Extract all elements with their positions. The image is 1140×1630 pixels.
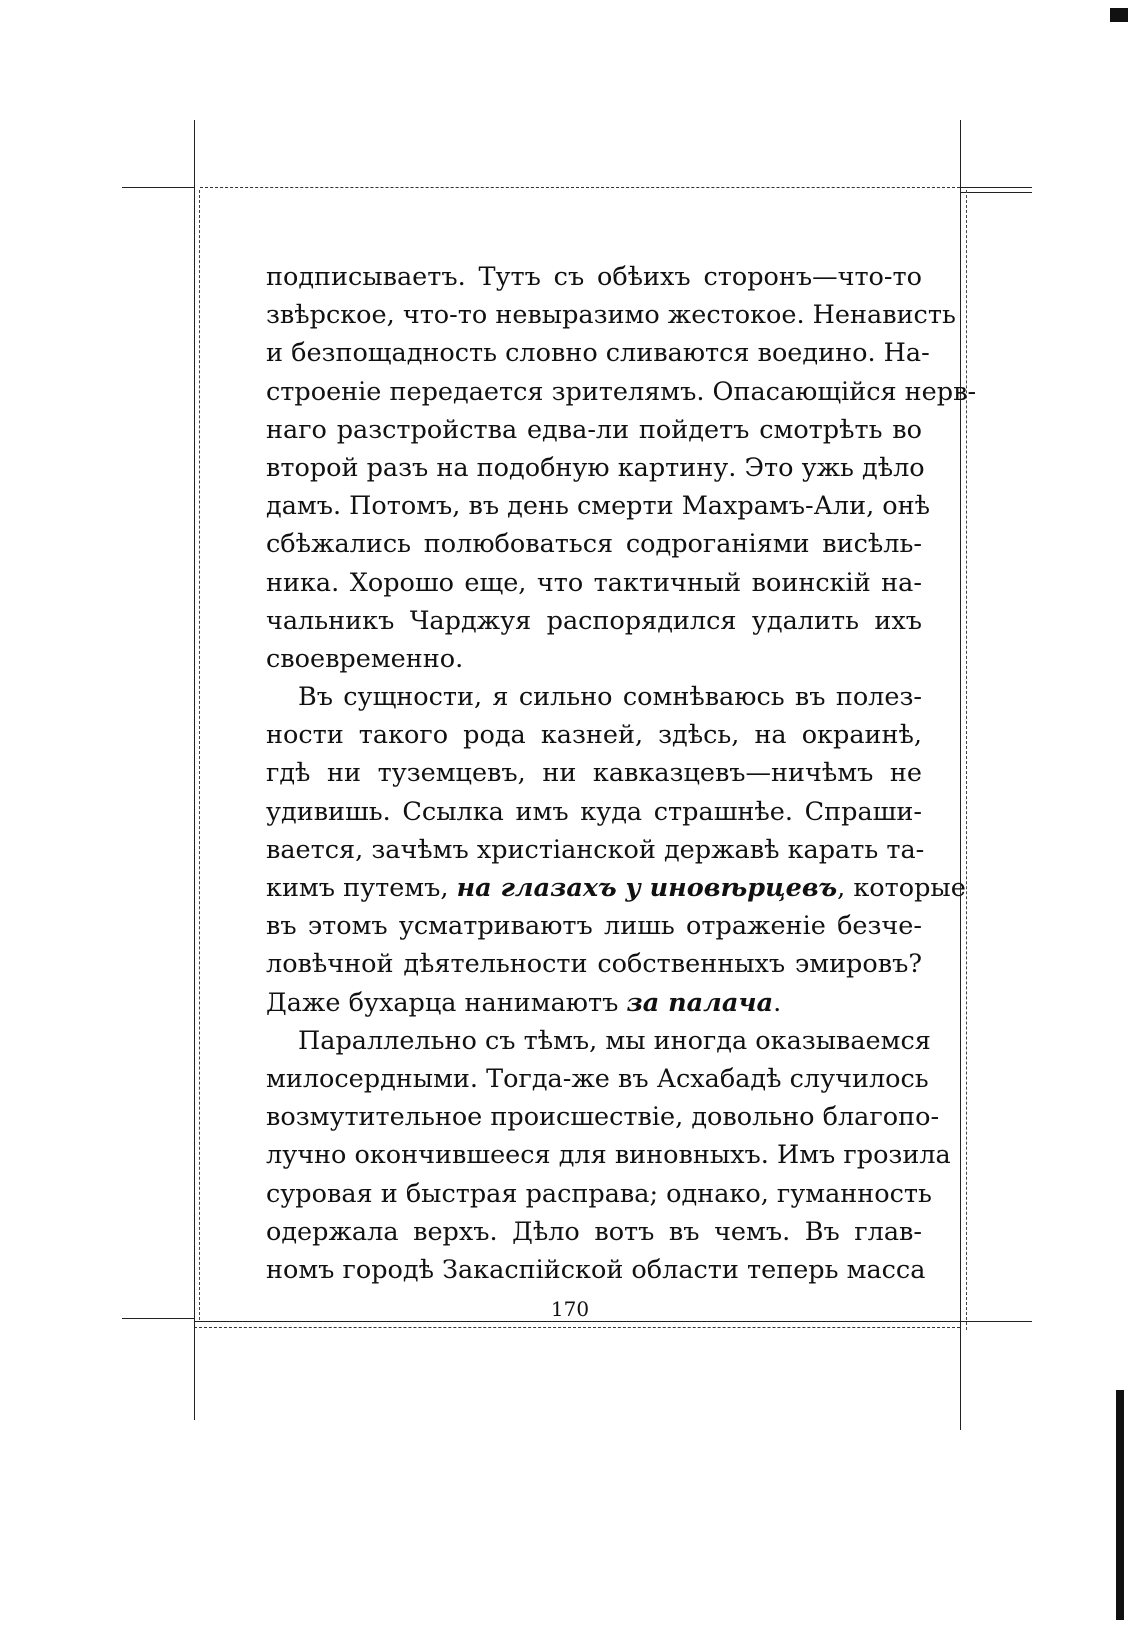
text-line: въ этомъ усматриваютъ лишь отраженіе безче-	[266, 911, 922, 942]
text-line: кимъ путемъ, на глазахъ у иновѣрцевъ, которые	[266, 873, 966, 903]
text-line: строеніе передается зрителямъ. Опасающійся нерв-	[266, 376, 977, 407]
text-line: ности такого рода казней, здѣсь, на окраинѣ,	[266, 720, 922, 751]
text-line: подписываетъ. Тутъ съ обѣихъ сторонъ—что-то	[266, 262, 922, 292]
paragraph-1	[266, 258, 977, 678]
paragraph-3	[266, 1022, 951, 1289]
text-line: Параллельно съ тѣмъ, мы иногда оказываемся	[298, 1025, 931, 1056]
text-line: дамъ. Потомъ, въ день смерти Махрамъ-Али, онѣ	[266, 491, 931, 522]
text-line: второй разъ на подобную картину. Это ужь дѣло	[266, 452, 925, 483]
text-line: сбѣжались полюбоваться содроганіями висѣль-	[266, 529, 922, 560]
text-line: милосердными. Тогда-же въ Асхабадѣ случилось	[266, 1063, 929, 1094]
text-line: звѣрское, что-то невыразимо жестокое. Ненависть	[266, 300, 956, 331]
top-rule-left	[122, 187, 194, 188]
bottom-rule-dashed	[194, 1327, 960, 1328]
text-line: одержала верхъ. Дѣло вотъ въ чемъ. Въ глав-	[266, 1216, 922, 1247]
left-rule	[194, 120, 195, 1420]
bottom-rule	[194, 1321, 960, 1322]
text-line: чальникъ Чарджуя распорядился удалить ихъ	[266, 605, 922, 636]
body-text	[266, 258, 977, 1289]
text-line: наго разстройства едва-ли пойдетъ смотрѣть во	[266, 414, 922, 445]
edge-mark-bottom	[1116, 1390, 1124, 1620]
right-rule	[960, 120, 961, 1430]
text-line: Даже бухарца нанимаютъ за палача.	[266, 987, 782, 1018]
text-line: ловѣчной дѣятельности собственныхъ эмировъ?	[266, 949, 922, 980]
text-line: номъ городѣ Закаспійской области теперь масса	[266, 1254, 926, 1285]
text-line: суровая и быстрая расправа; однако, гуманность	[266, 1178, 932, 1209]
right-rule-inner	[966, 190, 967, 1330]
top-rule-right-2	[960, 192, 1032, 193]
text-line: возмутительное происшествіе, довольно благопо-	[266, 1102, 940, 1133]
top-rule-dashed	[200, 187, 960, 188]
paragraph-2	[266, 678, 966, 1022]
text-line: своевременно.	[266, 643, 464, 674]
text-line: удивишь. Ссылка имъ куда страшнѣе. Спраши-	[266, 796, 922, 827]
text-line: гдѣ ни туземцевъ, ни кавказцевъ—ничѣмъ не	[266, 758, 922, 789]
left-rule-inner	[199, 190, 200, 1320]
text-line: ника. Хорошо еще, что тактичный воинскій на-	[266, 567, 922, 598]
top-rule-right	[960, 187, 1032, 188]
page-number: 170	[550, 1297, 590, 1321]
text-line: вается, зачѣмъ христіанской державѣ карать та-	[266, 834, 925, 865]
bottom-rule-right	[960, 1321, 1032, 1322]
text-line: и безпощадность словно сливаются воедино. На-	[266, 338, 930, 369]
corner-mark-top	[1110, 8, 1128, 22]
text-line: Въ сущности, я сильно сомнѣваюсь въ полез-	[298, 682, 922, 713]
text-line: лучно окончившееся для виновныхъ. Имъ грозила	[266, 1140, 951, 1171]
